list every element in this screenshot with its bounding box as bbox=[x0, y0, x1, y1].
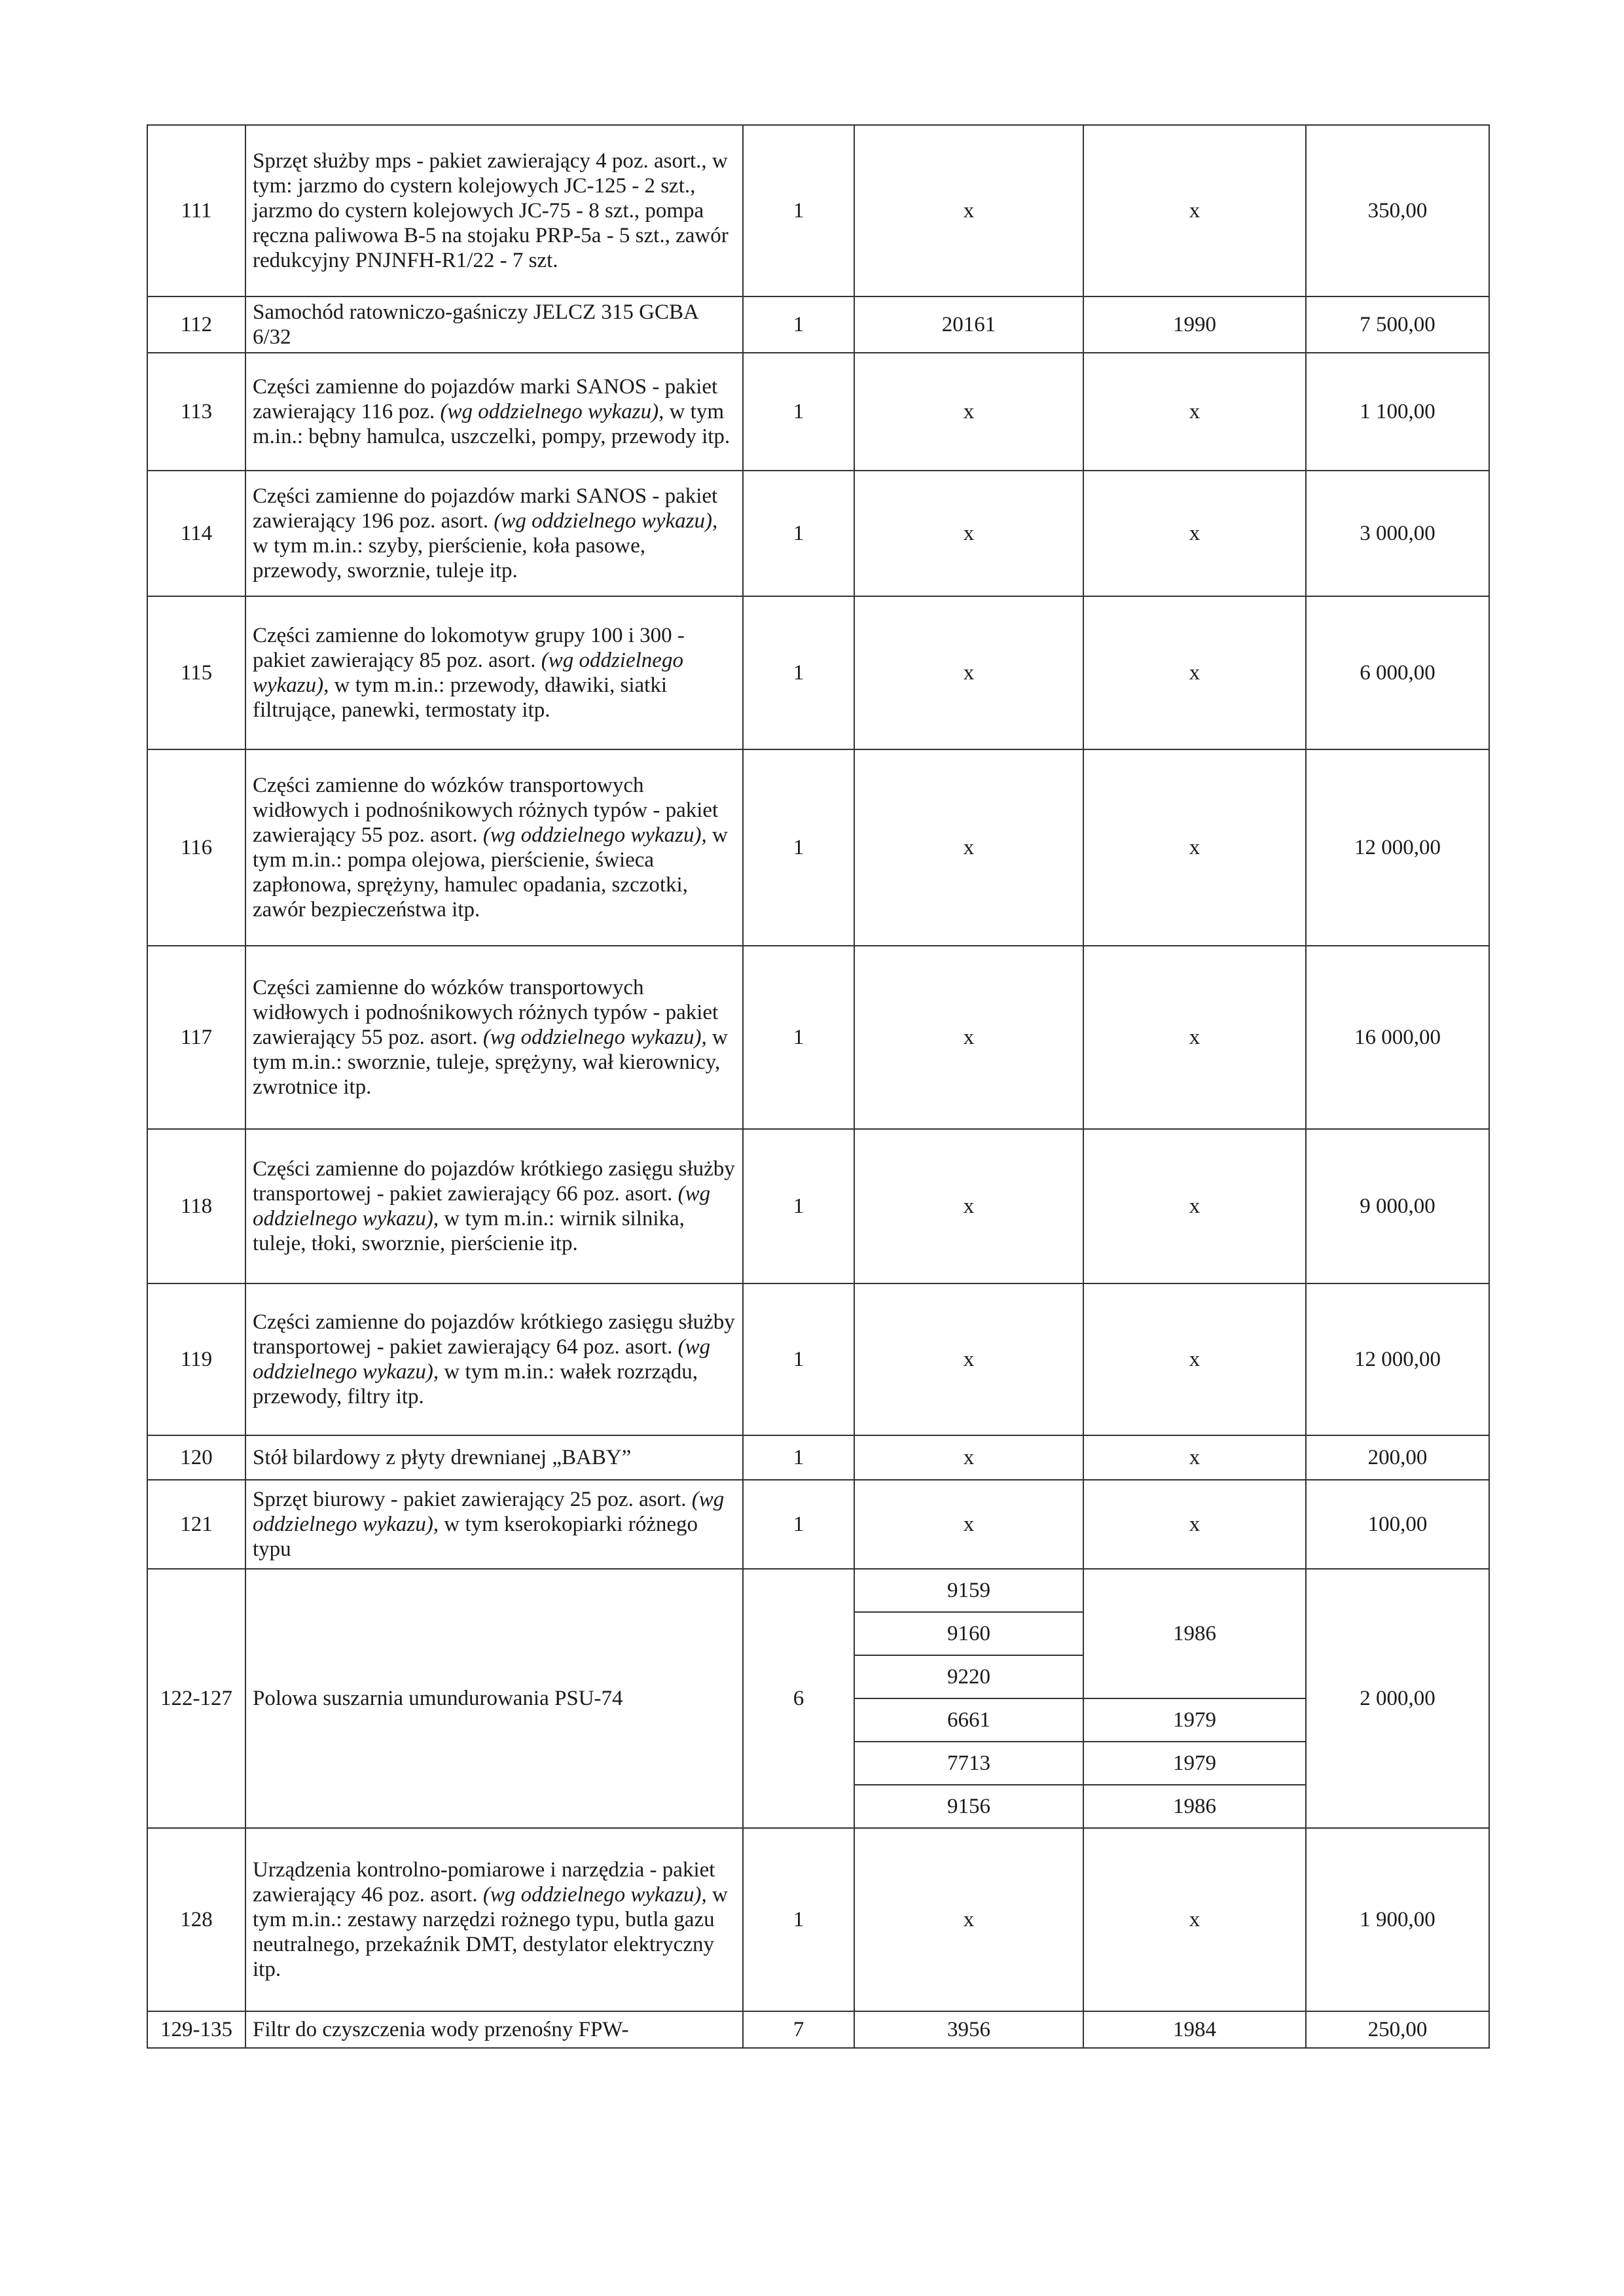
item-description-text: w tym m.in.: zestawy narzędzi rożnego typu, butla gazu neutralnego, przekaźnik DMT, destylator elektryczny itp. bbox=[253, 1883, 728, 1981]
item-inventory-number: x bbox=[854, 1283, 1083, 1435]
item-value: 350,00 bbox=[1306, 125, 1489, 296]
inventory-table-body bbox=[147, 125, 1489, 2048]
item-value: 1 900,00 bbox=[1306, 1828, 1489, 2011]
item-description bbox=[245, 946, 743, 1129]
item-description-text: w tym m.in.: sworznie, tuleje, sprężyny, wał kierownicy, zwrotnice itp. bbox=[253, 1026, 728, 1099]
item-number: 122-127 bbox=[147, 1569, 245, 1828]
item-quantity: 6 bbox=[743, 1569, 854, 1828]
item-description bbox=[245, 596, 743, 749]
item-description-text: w tym m.in.: pompa olejowa, pierścienie, świeca zapłonowa, sprężyny, hamulec opadania, szczotki, zawór bezpieczeństwa itp. bbox=[253, 823, 728, 922]
item-description bbox=[245, 296, 743, 353]
item-description-italic: (wg oddzielnego wykazu), bbox=[253, 1182, 711, 1230]
item-value: 2 000,00 bbox=[1306, 1569, 1489, 1828]
item-description-text: w tym m.in.: szyby, pierścienie, koła pasowe, przewody, sworznie, tuleje itp. bbox=[253, 534, 645, 583]
item-inventory-number: 9159 bbox=[854, 1569, 1083, 1612]
item-production-year: x bbox=[1083, 471, 1306, 596]
item-production-year: 1990 bbox=[1083, 296, 1306, 353]
item-value: 16 000,00 bbox=[1306, 946, 1489, 1129]
item-number: 111 bbox=[147, 125, 245, 296]
item-number: 116 bbox=[147, 749, 245, 946]
item-description-italic: (wg oddzielnego wykazu), bbox=[482, 823, 707, 847]
table-row bbox=[147, 1435, 1489, 1480]
item-value: 9 000,00 bbox=[1306, 1129, 1489, 1283]
item-description-text: w tym m.in.: przewody, dławiki, siatki filtrujące, panewki, termostaty itp. bbox=[253, 673, 668, 722]
item-description-text: w tym m.in.: wirnik silnika, tuleje, tłoki, sworznie, pierścienie itp. bbox=[253, 1207, 685, 1255]
item-number: 129-135 bbox=[147, 2011, 245, 2048]
item-production-year: x bbox=[1083, 596, 1306, 749]
table-row bbox=[147, 749, 1489, 946]
item-inventory-number: x bbox=[854, 1480, 1083, 1569]
item-inventory-number: x bbox=[854, 596, 1083, 749]
item-description-italic: (wg oddzielnego wykazu), bbox=[440, 400, 664, 423]
item-description-text: Stół bilardowy z płyty drewnianej „BABY” bbox=[253, 1446, 632, 1469]
item-production-year: 1986 bbox=[1083, 1785, 1306, 1828]
item-inventory-number: x bbox=[854, 1435, 1083, 1480]
item-description-text: Sprzęt biurowy - pakiet zawierający 25 poz. asort. bbox=[253, 1488, 692, 1511]
item-value: 12 000,00 bbox=[1306, 749, 1489, 946]
table-row bbox=[147, 1283, 1489, 1435]
item-number: 114 bbox=[147, 471, 245, 596]
item-description-text: w tym m.in.: wałek rozrządu, przewody, filtry itp. bbox=[253, 1360, 698, 1408]
item-description bbox=[245, 749, 743, 946]
item-number: 117 bbox=[147, 946, 245, 1129]
item-description-text: Części zamienne do pojazdów krótkiego zasięgu służby transportowej - pakiet zawierający 64 poz. asort. bbox=[253, 1310, 735, 1359]
item-number: 120 bbox=[147, 1435, 245, 1480]
item-production-year: x bbox=[1083, 946, 1306, 1129]
item-description bbox=[245, 1480, 743, 1569]
item-description-text: Samochód ratowniczo-gaśniczy JELCZ 315 GCBA 6/32 bbox=[253, 300, 698, 349]
item-description-text: Sprzęt służby mps - pakiet zawierający 4 poz. asort., w tym: jarzmo do cystern kolejowych JC-125 - 2 szt., jarzmo do cystern kolejowych JC-75 - 8 szt., pompa ręczna paliwowa B-5 na stojaku PRP-5a - 5 szt., zawór redukcyjny PNJNFH-R1/22 - 7 szt. bbox=[253, 149, 729, 272]
item-quantity: 1 bbox=[743, 596, 854, 749]
inventory-table bbox=[147, 124, 1490, 2049]
table-row bbox=[147, 946, 1489, 1129]
item-inventory-number: x bbox=[854, 1828, 1083, 2011]
item-production-year: x bbox=[1083, 353, 1306, 471]
table-row bbox=[147, 1129, 1489, 1283]
item-inventory-number: 3956 bbox=[854, 2011, 1083, 2048]
item-value: 1 100,00 bbox=[1306, 353, 1489, 471]
item-inventory-number: 9220 bbox=[854, 1655, 1083, 1698]
table-row bbox=[147, 1828, 1489, 2011]
item-production-year: x bbox=[1083, 1283, 1306, 1435]
item-inventory-number: x bbox=[854, 749, 1083, 946]
item-quantity: 1 bbox=[743, 125, 854, 296]
item-production-year: x bbox=[1083, 749, 1306, 946]
item-quantity: 1 bbox=[743, 946, 854, 1129]
item-production-year: x bbox=[1083, 1129, 1306, 1283]
table-row bbox=[147, 596, 1489, 749]
table-row bbox=[147, 353, 1489, 471]
item-description-italic: (wg oddzielnego wykazu), bbox=[253, 649, 683, 697]
item-description-text: Części zamienne do pojazdów krótkiego zasięgu służby transportowej - pakiet zawierający 66 poz. asort. bbox=[253, 1157, 735, 1206]
item-inventory-number: 6661 bbox=[854, 1698, 1083, 1742]
item-inventory-number: 9160 bbox=[854, 1612, 1083, 1655]
item-quantity: 1 bbox=[743, 296, 854, 353]
item-inventory-number: x bbox=[854, 353, 1083, 471]
item-description-italic: (wg oddzielnego wykazu), bbox=[482, 1883, 707, 1907]
item-description bbox=[245, 1283, 743, 1435]
item-value: 3 000,00 bbox=[1306, 471, 1489, 596]
item-quantity: 1 bbox=[743, 471, 854, 596]
item-description-italic: (wg oddzielnego wykazu), bbox=[482, 1026, 707, 1049]
item-description-italic: (wg oddzielnego wykazu), bbox=[253, 1488, 725, 1536]
item-inventory-number: x bbox=[854, 471, 1083, 596]
item-description-text: Części zamienne do pojazdów marki SANOS - pakiet zawierający 196 poz. asort. bbox=[253, 484, 718, 533]
item-production-year: x bbox=[1083, 1480, 1306, 1569]
item-quantity: 7 bbox=[743, 2011, 854, 2048]
item-value: 7 500,00 bbox=[1306, 296, 1489, 353]
item-value: 200,00 bbox=[1306, 1435, 1489, 1480]
item-number: 112 bbox=[147, 296, 245, 353]
item-production-year: 1986 bbox=[1083, 1569, 1306, 1698]
item-description-text: w tym kserokopiarki różnego typu bbox=[253, 1513, 698, 1561]
item-inventory-number: x bbox=[854, 125, 1083, 296]
item-description bbox=[245, 1435, 743, 1480]
table-row bbox=[147, 2011, 1489, 2048]
item-number: 121 bbox=[147, 1480, 245, 1569]
item-description bbox=[245, 1129, 743, 1283]
item-quantity: 1 bbox=[743, 1480, 854, 1569]
item-description bbox=[245, 353, 743, 471]
item-quantity: 1 bbox=[743, 1129, 854, 1283]
item-inventory-number: 20161 bbox=[854, 296, 1083, 353]
item-value: 6 000,00 bbox=[1306, 596, 1489, 749]
item-number: 113 bbox=[147, 353, 245, 471]
item-production-year: x bbox=[1083, 1828, 1306, 2011]
item-value: 12 000,00 bbox=[1306, 1283, 1489, 1435]
item-production-year: 1979 bbox=[1083, 1698, 1306, 1742]
item-description-text: Części zamienne do pojazdów marki SANOS - pakiet zawierający 116 poz. bbox=[253, 375, 718, 423]
item-description bbox=[245, 125, 743, 296]
item-description-text: Części zamienne do wózków transportowych widłowych i podnośnikowych różnych typów - pakiet zawierający 55 poz. asort. bbox=[253, 774, 719, 847]
item-description bbox=[245, 471, 743, 596]
item-production-year: 1979 bbox=[1083, 1742, 1306, 1785]
item-description-italic: (wg oddzielnego wykazu), bbox=[494, 509, 718, 533]
item-quantity: 1 bbox=[743, 1828, 854, 2011]
item-production-year: x bbox=[1083, 1435, 1306, 1480]
item-production-year: 1984 bbox=[1083, 2011, 1306, 2048]
item-description: Filtr do czyszczenia wody przenośny FPW- bbox=[245, 2011, 743, 2048]
item-description bbox=[245, 1828, 743, 2011]
item-description-text: w tym m.in.: bębny hamulca, uszczelki, pompy, przewody itp. bbox=[253, 400, 731, 448]
item-description: Polowa suszarnia umundurowania PSU-74 bbox=[245, 1569, 743, 1828]
table-row bbox=[147, 1569, 1489, 1612]
item-inventory-number: x bbox=[854, 1129, 1083, 1283]
item-number: 119 bbox=[147, 1283, 245, 1435]
item-description-text: Urządzenia kontrolno-pomiarowe i narzędzia - pakiet zawierający 46 poz. asort. bbox=[253, 1858, 715, 1907]
item-description-italic: (wg oddzielnego wykazu), bbox=[253, 1335, 711, 1384]
table-row bbox=[147, 296, 1489, 353]
table-row bbox=[147, 471, 1489, 596]
item-quantity: 1 bbox=[743, 1435, 854, 1480]
item-number: 115 bbox=[147, 596, 245, 749]
item-inventory-number: 7713 bbox=[854, 1742, 1083, 1785]
item-number: 118 bbox=[147, 1129, 245, 1283]
item-quantity: 1 bbox=[743, 1283, 854, 1435]
item-inventory-number: 9156 bbox=[854, 1785, 1083, 1828]
item-quantity: 1 bbox=[743, 749, 854, 946]
item-description-text: Części zamienne do wózków transportowych widłowych i podnośnikowych różnych typów - pakiet zawierający 55 poz. asort. bbox=[253, 976, 719, 1049]
table-row bbox=[147, 1480, 1489, 1569]
item-production-year: x bbox=[1083, 125, 1306, 296]
item-description-text: Części zamienne do lokomotyw grupy 100 i 300 - pakiet zawierający 85 poz. asort. bbox=[253, 624, 685, 672]
item-value: 100,00 bbox=[1306, 1480, 1489, 1569]
table-row bbox=[147, 125, 1489, 296]
item-value: 250,00 bbox=[1306, 2011, 1489, 2048]
item-quantity: 1 bbox=[743, 353, 854, 471]
item-inventory-number: x bbox=[854, 946, 1083, 1129]
item-number: 128 bbox=[147, 1828, 245, 2011]
